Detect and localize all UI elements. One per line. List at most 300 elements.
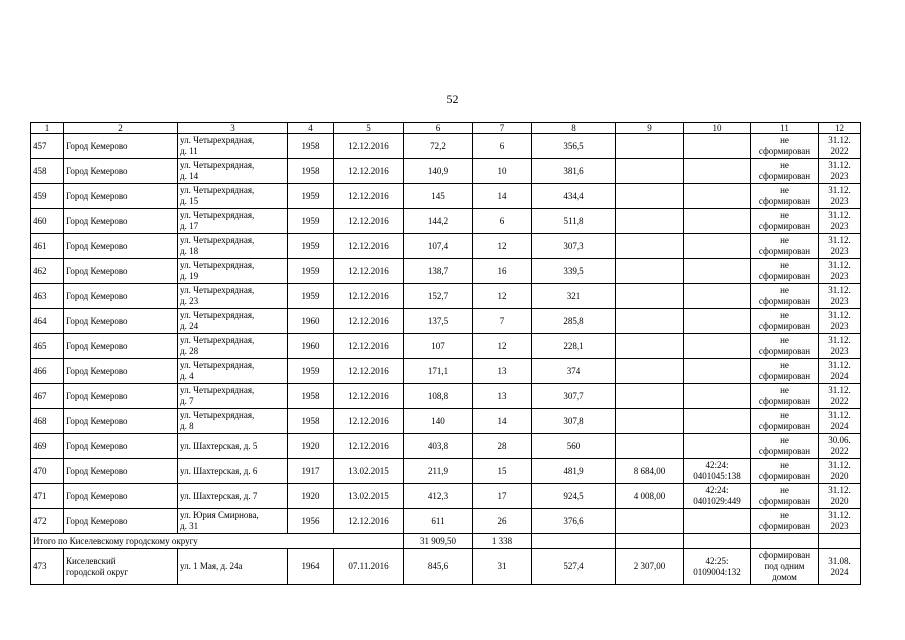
cell-line: 6 <box>499 215 505 226</box>
housing-table <box>30 122 861 585</box>
year-built <box>288 359 334 384</box>
cell-line: 211,9 <box>428 465 448 476</box>
year-built <box>288 259 334 284</box>
table-row <box>31 209 861 234</box>
residents <box>473 234 532 259</box>
cell-line: не <box>780 135 789 145</box>
cell-line: 462 <box>33 265 47 276</box>
residents <box>473 284 532 309</box>
cell-line: Город Кемерово <box>66 415 128 426</box>
cell-line: 1960 <box>301 340 320 351</box>
cell-line: 17 <box>497 490 507 501</box>
deadline <box>819 409 861 434</box>
date <box>334 384 404 409</box>
municipality <box>64 284 178 309</box>
cell-line: 31.12. <box>828 485 851 495</box>
residents <box>473 549 532 585</box>
deadline <box>819 459 861 484</box>
area <box>404 549 473 585</box>
cell-line: 2024 <box>830 371 849 381</box>
cell-line: ул. Четырехрядная, <box>180 310 255 320</box>
cell-line: 611 <box>431 515 445 526</box>
cell-line: 72,2 <box>430 140 446 151</box>
cadastre-number <box>684 359 751 384</box>
value <box>532 259 616 284</box>
cell-line: 12.12.2016 <box>348 240 389 251</box>
cell-line: не <box>780 360 789 370</box>
deadline <box>819 184 861 209</box>
cell-line: 26 <box>497 515 507 526</box>
cell-line: 1956 <box>301 515 320 526</box>
cell-line: не <box>780 185 789 195</box>
row-number <box>31 234 64 259</box>
cell-line: Город Кемерово <box>66 165 128 176</box>
year-built <box>288 459 334 484</box>
cell-line: 145 <box>431 190 445 201</box>
year-built <box>288 509 334 534</box>
total-label <box>31 534 404 549</box>
date <box>334 209 404 234</box>
date <box>334 509 404 534</box>
cell-line: 481,9 <box>563 465 584 476</box>
residents <box>473 384 532 409</box>
cell-line: д. 18 <box>180 246 199 256</box>
address <box>178 259 288 284</box>
date <box>334 359 404 384</box>
cell-line: 2023 <box>830 296 849 306</box>
address <box>178 309 288 334</box>
cell-line: сформирован <box>758 446 811 456</box>
area <box>404 259 473 284</box>
cell-line: 356,5 <box>563 140 584 151</box>
land-status <box>751 509 819 534</box>
value <box>532 134 616 159</box>
address <box>178 384 288 409</box>
cell-line: 527,4 <box>563 561 584 571</box>
cell-line: сформирован <box>758 496 811 506</box>
cell-line: 1959 <box>301 365 320 376</box>
deadline <box>819 234 861 259</box>
cell-line: Город Кемерово <box>66 490 128 501</box>
municipality <box>64 209 178 234</box>
municipality <box>64 159 178 184</box>
address <box>178 184 288 209</box>
cell-line: д. 15 <box>180 196 199 206</box>
residents <box>473 334 532 359</box>
cell-line: Город Кемерово <box>66 440 128 451</box>
land-status <box>751 459 819 484</box>
cell-line: д. 8 <box>180 421 194 431</box>
address <box>178 509 288 534</box>
row-number <box>31 384 64 409</box>
cell-line: 307,3 <box>563 240 584 251</box>
cell-line: 12.12.2016 <box>348 215 389 226</box>
area <box>404 184 473 209</box>
deadline <box>819 509 861 534</box>
cell-line: 1958 <box>301 390 320 401</box>
row-number <box>31 334 64 359</box>
cell-line: 171,1 <box>427 365 449 376</box>
cell-line: 31.12. <box>828 135 851 145</box>
year-built <box>288 549 334 585</box>
deadline <box>819 309 861 334</box>
cell-line: 12.12.2016 <box>348 415 389 426</box>
municipality <box>64 134 178 159</box>
address <box>178 549 288 585</box>
cell-line: домом <box>772 572 797 582</box>
sum <box>616 409 684 434</box>
cell-line: 2 307,00 <box>633 561 666 571</box>
row-number <box>31 259 64 284</box>
cell-line: 42:24: <box>705 460 729 470</box>
row-number <box>31 284 64 309</box>
cell-line: 12 <box>497 340 507 351</box>
cell-line: 458 <box>33 165 47 176</box>
deadline <box>819 259 861 284</box>
cell-line: 12.12.2016 <box>348 440 389 451</box>
column-header: 6 <box>404 123 473 134</box>
cell-line: д. 28 <box>180 346 199 356</box>
cell-line: 4 008,00 <box>633 490 666 501</box>
land-status <box>751 359 819 384</box>
area <box>404 209 473 234</box>
cell-line: 13 <box>497 390 507 401</box>
cell-line: 31 <box>497 561 507 571</box>
municipality <box>64 334 178 359</box>
cell-line: Город Кемерово <box>66 190 128 201</box>
cadastre-number <box>684 434 751 459</box>
year-built <box>288 209 334 234</box>
cell-line: 0401029:449 <box>693 496 741 506</box>
cell-line: 473 <box>33 561 47 571</box>
cell-line: д. 31 <box>180 521 199 531</box>
cadastre-number <box>684 549 751 585</box>
land-status <box>751 434 819 459</box>
cell-line: сформирован <box>758 521 811 531</box>
row-number <box>31 484 64 509</box>
land-status <box>751 409 819 434</box>
area <box>404 459 473 484</box>
municipality <box>64 549 178 585</box>
cell-line: 42:25: <box>705 555 729 566</box>
cell-line: 376,6 <box>563 515 584 526</box>
table-row <box>31 384 861 409</box>
area <box>404 309 473 334</box>
value <box>532 334 616 359</box>
cell-line: 12.12.2016 <box>348 140 389 151</box>
cell-line: Киселевский <box>66 555 116 566</box>
area <box>404 234 473 259</box>
year-built <box>288 309 334 334</box>
cell-line: 1964 <box>301 561 320 571</box>
date <box>334 184 404 209</box>
cell-line: сформирован <box>758 396 811 406</box>
cell-line: 1 338 <box>491 535 513 546</box>
cell-line: сформирован <box>758 550 811 560</box>
column-header: 10 <box>684 123 751 134</box>
cell-line: Город Кемерово <box>66 290 128 301</box>
cell-line: 2024 <box>830 421 849 431</box>
value <box>532 159 616 184</box>
cell-line: 285,8 <box>563 315 584 326</box>
land-status <box>751 259 819 284</box>
cadastre-number <box>684 309 751 334</box>
column-header: 3 <box>178 123 288 134</box>
deadline <box>819 434 861 459</box>
date <box>334 434 404 459</box>
table-row <box>31 309 861 334</box>
cell-line: 31.12. <box>828 185 851 195</box>
cell-line: ул. Юрия Смирнова, <box>180 510 259 520</box>
cell-line: 471 <box>33 490 47 501</box>
land-status <box>751 159 819 184</box>
sum <box>616 234 684 259</box>
cell-line: 466 <box>33 365 47 376</box>
year-built <box>288 409 334 434</box>
cell-line: 463 <box>33 290 47 301</box>
municipality <box>64 259 178 284</box>
sum <box>616 159 684 184</box>
value <box>532 459 616 484</box>
cell-line: 31.12. <box>828 310 851 320</box>
cell-line: 138,7 <box>427 265 449 276</box>
cadastre-number <box>684 409 751 434</box>
residents <box>473 309 532 334</box>
year-built <box>288 484 334 509</box>
column-header: 5 <box>334 123 404 134</box>
year-built <box>288 284 334 309</box>
cell-line: сформирован <box>758 246 811 256</box>
land-status <box>751 309 819 334</box>
cell-line: 560 <box>566 440 581 451</box>
cell-line: 31.12. <box>828 360 851 370</box>
cell-line: 16 <box>497 265 507 276</box>
cell-line: не <box>780 410 789 420</box>
area <box>404 159 473 184</box>
column-header: 9 <box>616 123 684 134</box>
cell-line: 13.02.2015 <box>348 465 389 476</box>
value <box>532 359 616 384</box>
year-built <box>288 384 334 409</box>
cell-line: 31.12. <box>828 260 851 270</box>
cell-line: сформирован <box>758 196 811 206</box>
residents <box>473 159 532 184</box>
sum <box>616 134 684 159</box>
page-number: 52 <box>446 92 459 106</box>
row-number <box>31 309 64 334</box>
column-header: 12 <box>819 123 861 134</box>
residents <box>473 209 532 234</box>
cell-line: 472 <box>33 515 47 526</box>
sum <box>616 384 684 409</box>
cell-line: 8 684,00 <box>633 465 666 476</box>
cell-line: сформирован <box>758 346 811 356</box>
cell-line: сформирован <box>758 171 811 181</box>
cell-line: 12 <box>497 240 507 251</box>
cell-line: 12.12.2016 <box>348 190 389 201</box>
cell-line: 1959 <box>301 240 320 251</box>
row-number <box>31 159 64 184</box>
date <box>334 259 404 284</box>
table-row <box>31 359 861 384</box>
area <box>404 409 473 434</box>
cell-line: д. 4 <box>180 371 194 381</box>
cell-line: 31.12. <box>828 410 851 420</box>
cell-line: ул. Четырехрядная, <box>180 185 255 195</box>
row-number <box>31 184 64 209</box>
residents <box>473 359 532 384</box>
row-number <box>31 209 64 234</box>
cell-line: 13 <box>497 365 507 376</box>
cell-line: 12.12.2016 <box>348 290 389 301</box>
cell-line: д. 17 <box>180 221 199 231</box>
cell-line: ул. Четырехрядная, <box>180 410 255 420</box>
value <box>532 509 616 534</box>
cell-line: не <box>780 310 789 320</box>
date <box>334 549 404 585</box>
cell-line: 31.12. <box>828 510 851 520</box>
cell-line: 1960 <box>301 315 320 326</box>
year-built <box>288 234 334 259</box>
cell-line: Город Кемерово <box>66 465 128 476</box>
cell-line: 10 <box>497 165 507 176</box>
table-row <box>31 234 861 259</box>
cell-line: ул. Четырехрядная, <box>180 335 255 345</box>
cell-line: 31 909,50 <box>420 535 456 546</box>
cell-line: не <box>780 485 789 495</box>
cell-line: 2022 <box>830 446 849 456</box>
cell-line: сформирован <box>758 421 811 431</box>
land-status <box>751 284 819 309</box>
column-header-row <box>31 123 861 134</box>
cell-line: 28 <box>497 440 507 451</box>
municipality <box>64 184 178 209</box>
row-number <box>31 459 64 484</box>
cell-line: 412,3 <box>427 490 449 501</box>
cell-line: 107 <box>431 340 445 351</box>
cell-line: 1959 <box>301 265 320 276</box>
row-number <box>31 549 64 585</box>
land-status <box>751 184 819 209</box>
cadastre-number <box>684 159 751 184</box>
cell-line: не <box>780 210 789 220</box>
cell-line: д. 23 <box>180 296 199 306</box>
year-built <box>288 334 334 359</box>
cell-line: 31.12. <box>828 460 851 470</box>
cell-line: ул. Четырехрядная, <box>180 260 255 270</box>
residents <box>473 134 532 159</box>
date <box>334 134 404 159</box>
municipality <box>64 509 178 534</box>
cell-line: 469 <box>33 440 47 451</box>
cell-line: ул. Шахтерская, д. 7 <box>180 490 258 501</box>
cell-line: ул. Четырехрядная, <box>180 135 255 145</box>
address <box>178 234 288 259</box>
empty-cell <box>751 534 819 549</box>
total-row <box>31 534 861 549</box>
municipality <box>64 484 178 509</box>
cell-line: 1920 <box>301 440 320 451</box>
row-number <box>31 509 64 534</box>
deadline <box>819 159 861 184</box>
cell-line: 2023 <box>830 321 849 331</box>
cell-line: 13.02.2015 <box>348 490 389 501</box>
cell-line: 14 <box>497 415 507 426</box>
row-number <box>31 134 64 159</box>
value <box>532 184 616 209</box>
municipality <box>64 434 178 459</box>
table-row <box>31 159 861 184</box>
deadline <box>819 359 861 384</box>
cell-line: 137,5 <box>427 315 449 326</box>
area <box>404 359 473 384</box>
cell-line: не <box>780 285 789 295</box>
cell-line: 2024 <box>830 566 849 577</box>
deadline <box>819 484 861 509</box>
row-number <box>31 434 64 459</box>
cell-line: ул. 1 Мая, д. 24а <box>180 561 243 571</box>
cell-line: сформирован <box>758 221 811 231</box>
empty-cell <box>532 534 616 549</box>
cell-line: 12 <box>497 290 507 301</box>
cell-line: 12.12.2016 <box>348 315 389 326</box>
table-row <box>31 334 861 359</box>
cell-line: д. 7 <box>180 396 194 406</box>
address <box>178 484 288 509</box>
land-status <box>751 549 819 585</box>
cell-line: 1958 <box>301 415 320 426</box>
cell-line: 6 <box>499 140 505 151</box>
column-header: 1 <box>31 123 64 134</box>
address <box>178 459 288 484</box>
cadastre-number <box>684 234 751 259</box>
land-status <box>751 134 819 159</box>
cell-line: 15 <box>497 465 507 476</box>
residents <box>473 184 532 209</box>
cell-line: 107,4 <box>427 240 449 251</box>
cadastre-number <box>684 384 751 409</box>
table-row <box>31 409 861 434</box>
address <box>178 334 288 359</box>
date <box>334 309 404 334</box>
sum <box>616 259 684 284</box>
address <box>178 409 288 434</box>
column-header: 8 <box>532 123 616 134</box>
cell-line: ул. Четырехрядная, <box>180 285 255 295</box>
cell-line: 381,6 <box>563 165 584 176</box>
cell-line: 12.12.2016 <box>348 390 389 401</box>
sum <box>616 509 684 534</box>
cell-line: 2023 <box>830 196 849 206</box>
residents <box>473 459 532 484</box>
cell-line: не <box>780 460 789 470</box>
column-header: 2 <box>64 123 178 134</box>
column-header: 11 <box>751 123 819 134</box>
date <box>334 284 404 309</box>
cell-line: 467 <box>33 390 47 401</box>
area <box>404 484 473 509</box>
area <box>404 509 473 534</box>
cell-line: 511,8 <box>563 215 584 226</box>
cell-line: сформирован <box>758 321 811 331</box>
value <box>532 384 616 409</box>
land-status <box>751 209 819 234</box>
cell-line: ул. Шахтерская, д. 6 <box>180 465 258 476</box>
cell-line: 2023 <box>830 271 849 281</box>
cell-line: 1959 <box>301 190 320 201</box>
municipality <box>64 309 178 334</box>
deadline <box>819 134 861 159</box>
